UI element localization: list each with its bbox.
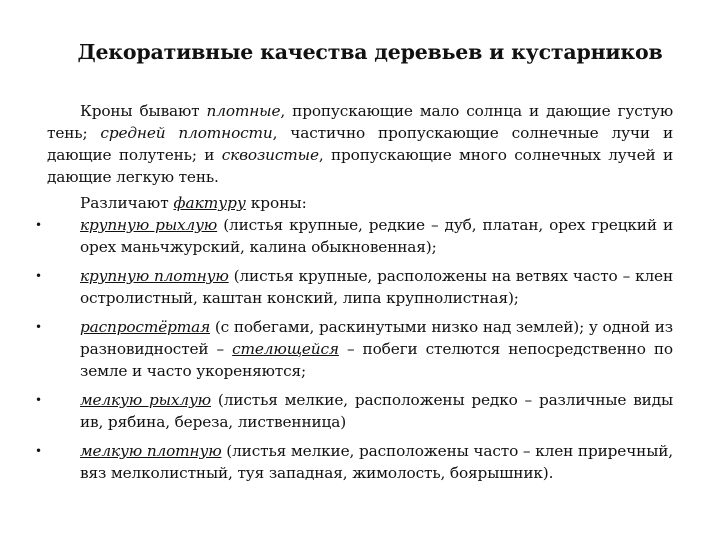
list-item — [35, 389, 673, 433]
bullet-term: распростёртая — [80, 318, 211, 336]
bullet-icon: • — [35, 218, 42, 232]
term-dense: плотные — [206, 102, 281, 120]
bullet-text: (листья мелкие, расположены редко – различные виды ив, рябина, береза, лиственница) — [80, 391, 673, 431]
term-medium-density: средней плотности — [100, 124, 273, 142]
intro-text-3: , частично пропускающие солнечные лучи и дающие полутень; и — [47, 124, 673, 164]
intro-text-4: , пропускающие много солнечных лучей и дающие легкую тень. — [47, 146, 674, 186]
bullet-icon: • — [35, 320, 42, 334]
list-item — [35, 440, 673, 484]
slide-title: Декоративные качества деревьев и кустарников — [77, 40, 663, 64]
list-item — [35, 265, 674, 309]
bullet-icon: • — [35, 393, 42, 407]
list-item — [35, 316, 673, 382]
texture-list — [35, 214, 674, 484]
bullet-text: (листья крупные, редкие – дуб, платан, орех грецкий и орех маньчжурский, калина обыкновенная); — [80, 216, 673, 256]
bullet-term: крупную рыхлую — [80, 216, 218, 234]
bullet-text: (листья крупные, расположены на ветвях часто – клен остролистный, каштан конский, липа крупнолистная); — [80, 267, 674, 307]
slide-body — [35, 100, 674, 491]
bullet-text: – побеги стелются непосредственно по земле и часто укореняются; — [80, 340, 673, 380]
bullet-term: крупную плотную — [80, 267, 229, 285]
bullet-icon: • — [35, 444, 42, 458]
bullet-text-pre: (с побегами, раскинутыми низко над землей); у одной из разновидностей – — [80, 318, 673, 358]
lead-prefix: Различают — [80, 194, 174, 212]
bullet-text: (листья мелкие, расположены часто – клен приречный, вяз мелколистный, туя западная, жимолость, боярышник). — [80, 442, 673, 482]
intro-text-1: Кроны бывают — [80, 102, 207, 120]
term-openwork: сквозистые — [221, 146, 319, 164]
bullet-icon: • — [35, 269, 42, 283]
list-item — [35, 214, 673, 258]
intro-paragraph — [47, 100, 673, 188]
intro-text-2: , пропускающие мало солнца и дающие густую тень; — [47, 102, 673, 142]
bullet-term: мелкую рыхлую — [80, 391, 212, 409]
bullet-subterm: стелющейся — [232, 340, 339, 358]
term-texture: фактуру — [173, 194, 246, 212]
lead-suffix: кроны: — [245, 194, 307, 212]
texture-lead — [47, 192, 673, 214]
bullet-term: мелкую плотную — [80, 442, 222, 460]
